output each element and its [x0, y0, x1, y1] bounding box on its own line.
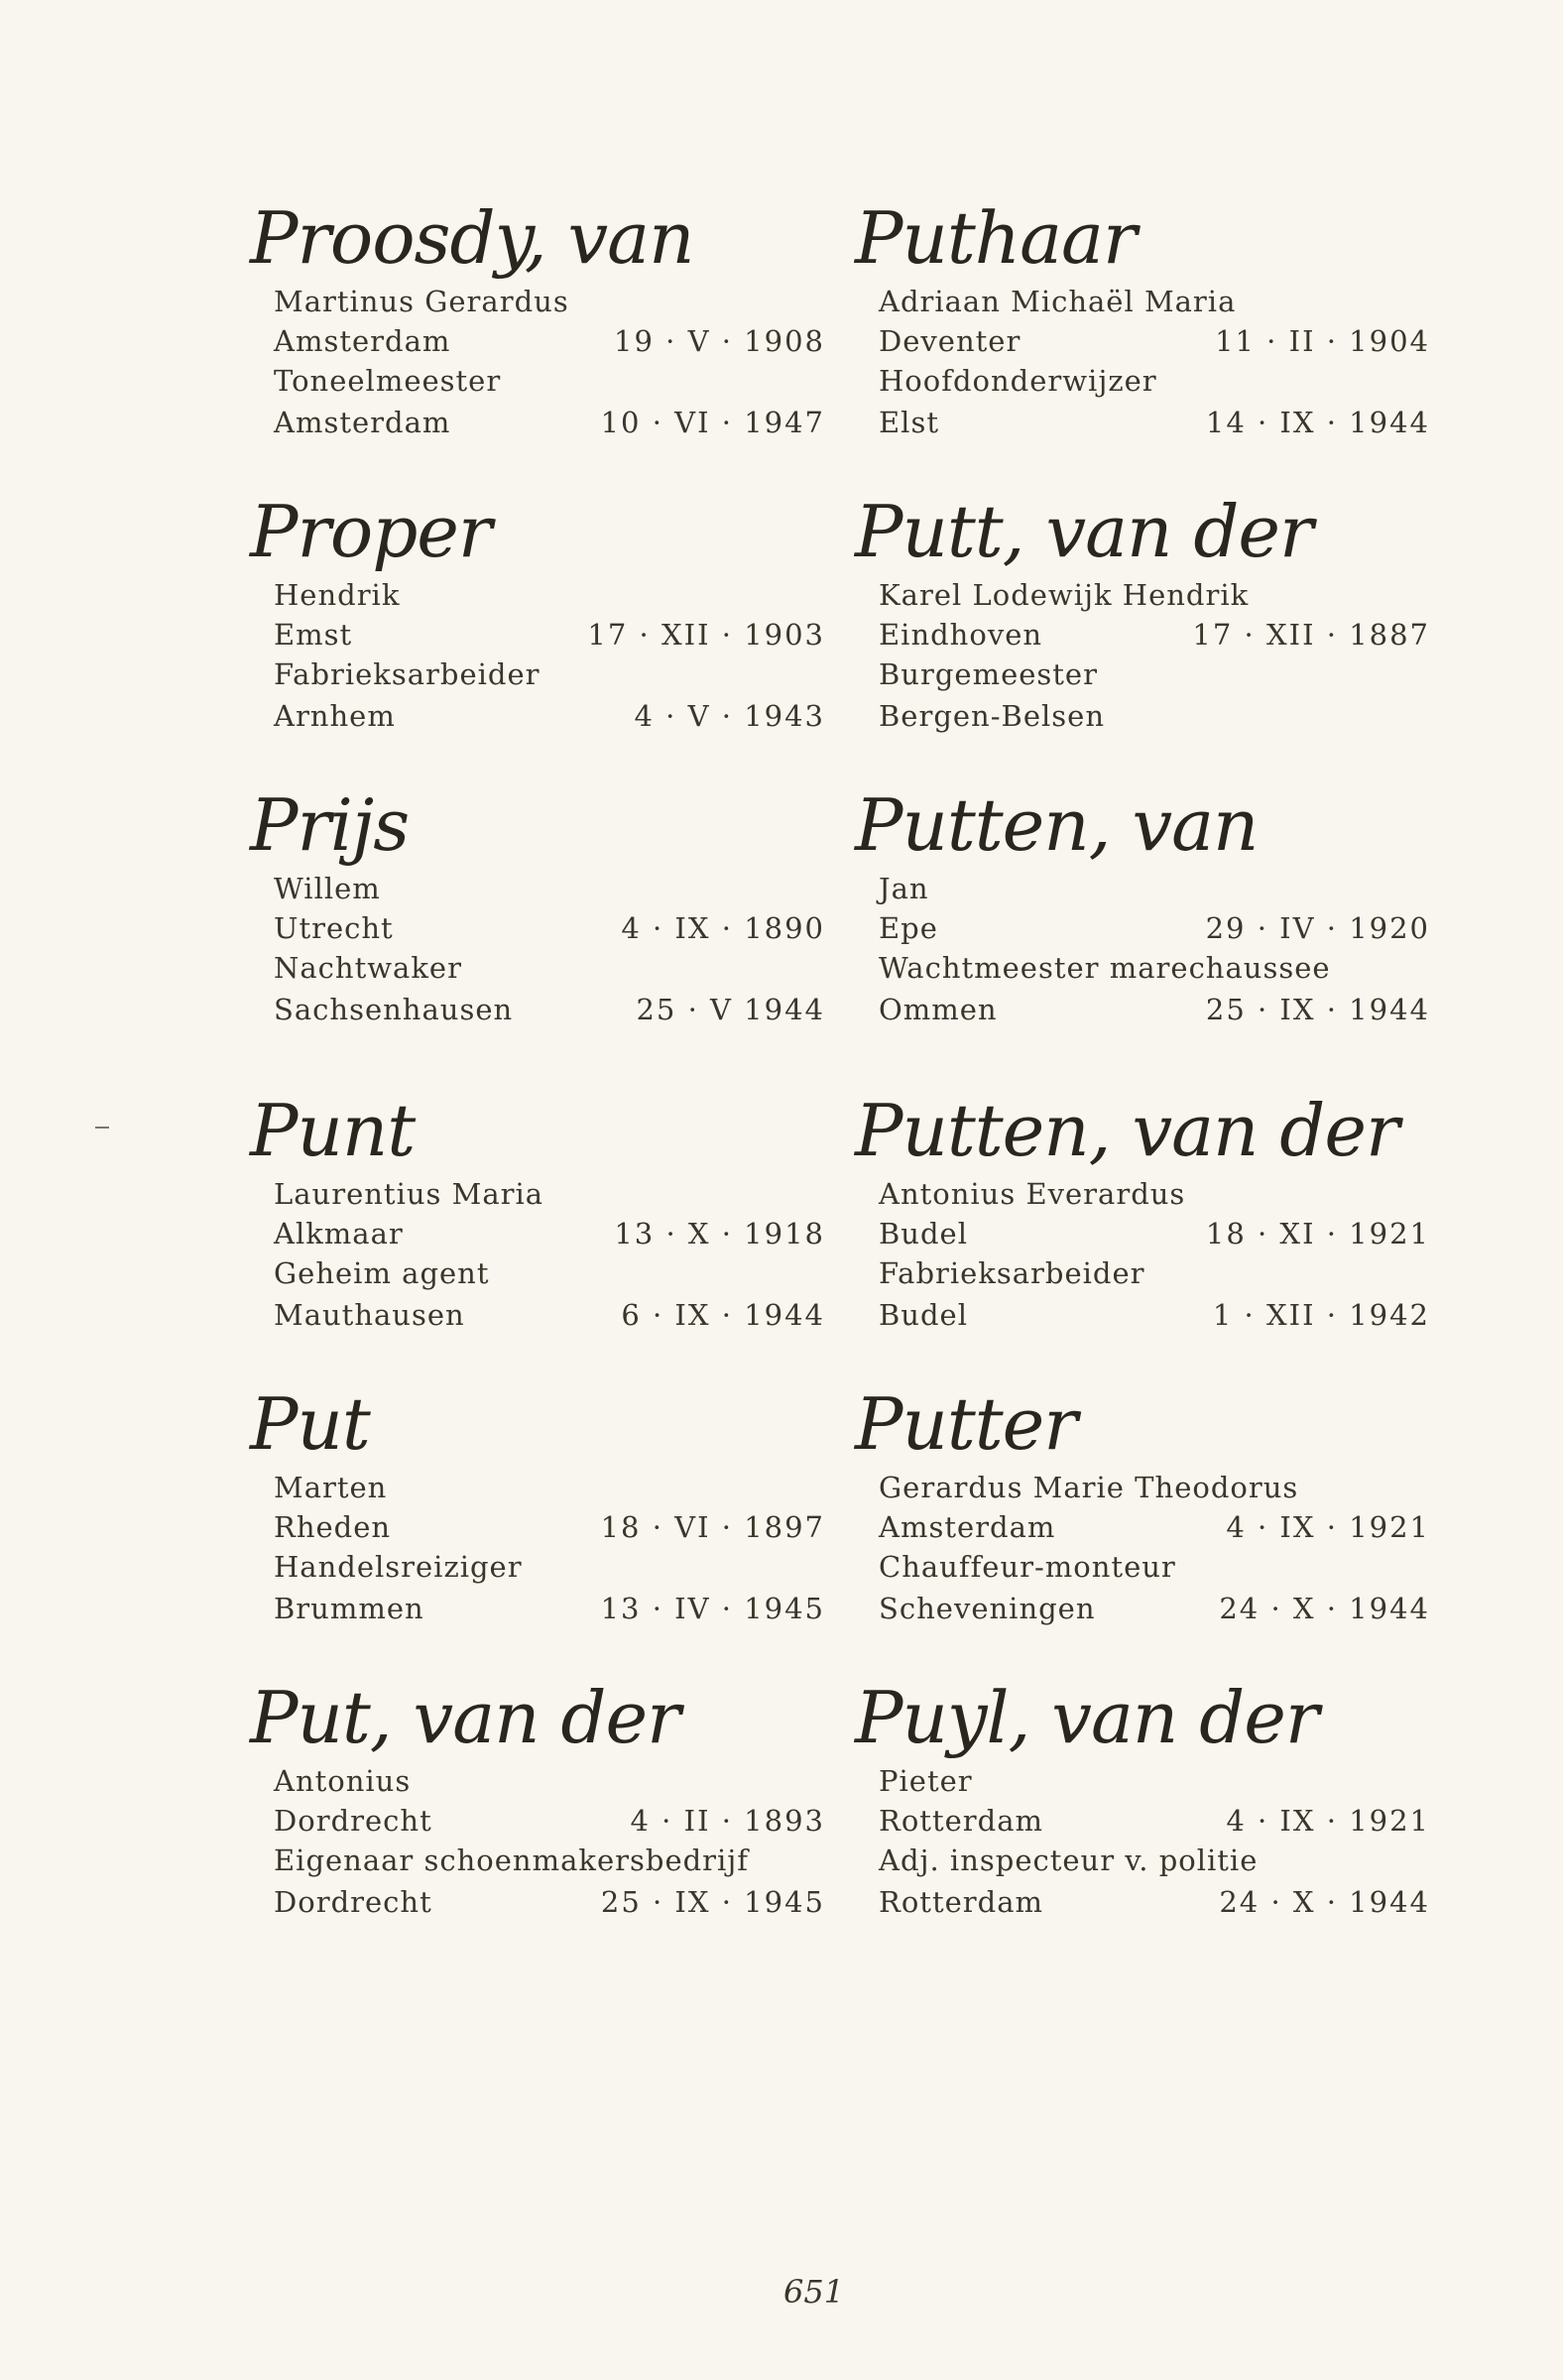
birth-row: [879, 1509, 1430, 1545]
birth-place: Epe: [879, 911, 938, 945]
death-date: 24 · X · 1944: [1219, 1592, 1430, 1625]
birth-row: [274, 1509, 825, 1545]
occupation: Chauffeur-monteur: [879, 1550, 1176, 1584]
birth-row: [879, 1803, 1430, 1839]
surname: Putt, van der: [855, 490, 1313, 573]
birth-date: 13 · X · 1918: [614, 1217, 825, 1250]
death-row: [879, 1884, 1430, 1920]
memorial-entry: [250, 1384, 825, 1680]
birth-date: 18 · XI · 1921: [1205, 1217, 1430, 1250]
occupation: Fabrieksarbeider: [879, 1256, 1145, 1290]
death-date: 25 · IX · 1945: [600, 1885, 825, 1919]
death-row: [879, 992, 1430, 1027]
death-place: Bergen-Belsen: [879, 699, 1106, 733]
birth-row: [879, 1216, 1430, 1251]
birth-date: 19 · V · 1908: [614, 324, 825, 358]
birth-row: [274, 1216, 825, 1251]
birth-date: 29 · IV · 1920: [1205, 911, 1430, 945]
birth-date: 11 · II · 1904: [1215, 324, 1430, 358]
birth-row: [879, 617, 1430, 653]
birth-row: [274, 323, 825, 359]
death-place: Rotterdam: [879, 1885, 1043, 1919]
surname: Proosdy, van: [250, 196, 694, 280]
death-place: Budel: [879, 1298, 968, 1332]
memorial-entry: [855, 1091, 1430, 1386]
death-row: [879, 405, 1430, 440]
birth-date: 4 · IX · 1890: [621, 911, 825, 945]
given-names: Laurentius Maria: [274, 1177, 544, 1211]
given-names: Marten: [274, 1471, 388, 1504]
given-names: Pieter: [879, 1764, 973, 1798]
birth-place: Deventer: [879, 324, 1022, 358]
memorial-entry: [855, 1384, 1430, 1680]
birth-row: [274, 617, 825, 653]
death-date: 4 · V · 1943: [634, 699, 825, 733]
death-place: Amsterdam: [274, 406, 451, 439]
death-date: 25 · V 1944: [636, 993, 825, 1026]
death-place: Sachsenhausen: [274, 993, 514, 1026]
given-names: Antonius: [274, 1764, 412, 1798]
memorial-entry: [855, 492, 1430, 787]
death-place: Dordrecht: [274, 1885, 432, 1919]
birth-row: [274, 1803, 825, 1839]
occupation: Fabrieksarbeider: [274, 657, 541, 691]
death-row: [879, 1591, 1430, 1626]
memorial-entry: [250, 198, 825, 494]
given-names: Jan: [879, 872, 929, 905]
birth-place: Rotterdam: [879, 1804, 1043, 1838]
birth-date: 4 · IX · 1921: [1226, 1510, 1430, 1544]
death-place: Ommen: [879, 993, 998, 1026]
death-date: 24 · X · 1944: [1219, 1885, 1430, 1919]
occupation: Geheim agent: [274, 1256, 490, 1290]
death-date: 25 · IX · 1944: [1205, 993, 1430, 1026]
surname: Prijs: [250, 783, 410, 867]
death-row: [879, 698, 1430, 734]
surname: Proper: [250, 490, 492, 573]
death-row: [879, 1297, 1430, 1333]
page-number: 651: [783, 2273, 845, 2311]
birth-date: 4 · IX · 1921: [1226, 1804, 1430, 1838]
memorial-entry: [855, 785, 1430, 1081]
memorial-entry: [250, 1091, 825, 1386]
occupation: Nachtwaker: [274, 951, 462, 985]
birth-date: 17 · XII · 1903: [587, 618, 825, 652]
surname: Putten, van: [855, 783, 1259, 867]
death-date: 6 · IX · 1944: [621, 1298, 825, 1332]
occupation: Toneelmeester: [274, 364, 502, 398]
given-names: Adriaan Michaël Maria: [879, 285, 1237, 318]
given-names: Gerardus Marie Theodorus: [879, 1471, 1299, 1504]
death-row: [274, 1591, 825, 1626]
given-names: Hendrik: [274, 578, 401, 612]
surname: Putten, van der: [855, 1089, 1399, 1172]
memorial-entry: [855, 1678, 1430, 1973]
memorial-entry: [250, 1678, 825, 1973]
surname: Punt: [250, 1089, 416, 1172]
death-date: 13 · IV · 1945: [600, 1592, 825, 1625]
occupation: Burgemeester: [879, 657, 1098, 691]
birth-date: 17 · XII · 1887: [1192, 618, 1430, 652]
birth-row: [879, 910, 1430, 946]
surname: Putter: [855, 1382, 1077, 1466]
birth-place: Dordrecht: [274, 1804, 432, 1838]
memorial-entry: [250, 492, 825, 787]
surname: Put, van der: [250, 1676, 680, 1759]
birth-place: Rheden: [274, 1510, 392, 1544]
birth-date: 4 · II · 1893: [630, 1804, 825, 1838]
birth-row: [274, 910, 825, 946]
birth-place: Alkmaar: [274, 1217, 404, 1250]
surname: Puyl, van der: [855, 1676, 1319, 1759]
birth-place: Utrecht: [274, 911, 394, 945]
death-date: 10 · VI · 1947: [600, 406, 825, 439]
death-place: Scheveningen: [879, 1592, 1096, 1625]
death-row: [274, 405, 825, 440]
birth-place: Amsterdam: [879, 1510, 1056, 1544]
death-date: 14 · IX · 1944: [1205, 406, 1430, 439]
memorial-entry: [855, 198, 1430, 494]
death-place: Arnhem: [274, 699, 396, 733]
occupation: Eigenaar schoenmakersbedrijf: [274, 1844, 750, 1877]
birth-place: Eindhoven: [879, 618, 1043, 652]
death-row: [274, 1884, 825, 1920]
occupation: Hoofdonderwijzer: [879, 364, 1157, 398]
death-row: [274, 992, 825, 1027]
death-row: [274, 698, 825, 734]
birth-date: 18 · VI · 1897: [600, 1510, 825, 1544]
occupation: Adj. inspecteur v. politie: [879, 1844, 1259, 1877]
birth-place: Emst: [274, 618, 353, 652]
birth-place: Budel: [879, 1217, 968, 1250]
margin-mark: [95, 1127, 109, 1129]
given-names: Willem: [274, 872, 381, 905]
occupation: Wachtmeester marechaussee: [879, 951, 1331, 985]
birth-place: Amsterdam: [274, 324, 451, 358]
occupation: Handelsreiziger: [274, 1550, 523, 1584]
given-names: Martinus Gerardus: [274, 285, 569, 318]
death-place: Mauthausen: [274, 1298, 465, 1332]
memorial-entry: [250, 785, 825, 1081]
death-place: Elst: [879, 406, 939, 439]
birth-row: [879, 323, 1430, 359]
death-date: 1 · XII · 1942: [1212, 1298, 1430, 1332]
surname: Puthaar: [855, 196, 1137, 280]
surname: Put: [250, 1382, 370, 1466]
given-names: Karel Lodewijk Hendrik: [879, 578, 1250, 612]
death-row: [274, 1297, 825, 1333]
death-place: Brummen: [274, 1592, 424, 1625]
given-names: Antonius Everardus: [879, 1177, 1186, 1211]
